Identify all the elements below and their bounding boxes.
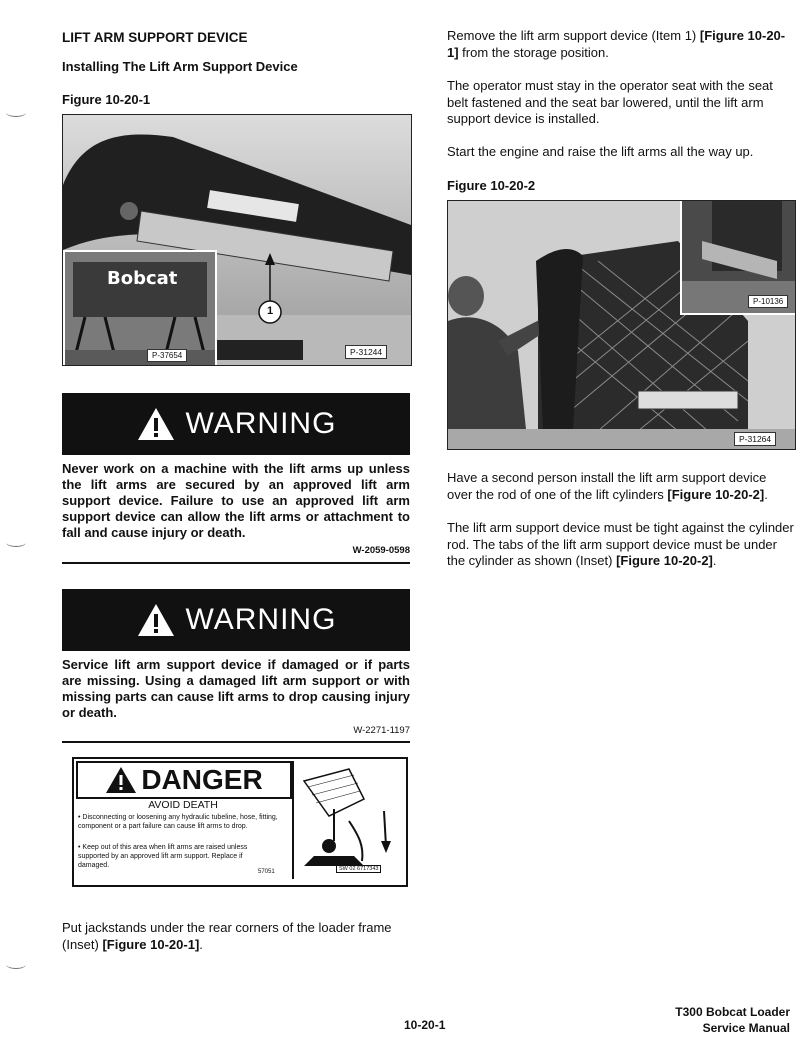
warning-2-text: Service lift arm support device if damaged or if parts are missing. Using a damaged lift arm support or with missing parts can cause lift arms to drop causing injury or death. <box>62 657 410 720</box>
warning-triangle-icon <box>136 602 176 638</box>
figure-ref: [Figure 10-20-2] <box>616 553 713 568</box>
subsection-title: Installing The Lift Arm Support Device <box>62 59 298 74</box>
danger-header <box>76 761 292 799</box>
second-person-text: Have a second person install the lift arm support device over the rod of one of the lift cylinders <box>447 470 767 502</box>
danger-code-right: SW 02 6717343 <box>336 865 381 873</box>
section-title: LIFT ARM SUPPORT DEVICE <box>62 30 248 45</box>
figure-ref: [Figure 10-20-2] <box>667 486 765 502</box>
loader-pictogram-icon <box>294 761 404 879</box>
manual-title-line-2: Service Manual <box>702 1021 790 1035</box>
danger-decal <box>72 757 408 887</box>
scan-mark <box>6 108 26 117</box>
callout-1: 1 <box>266 305 274 317</box>
bobcat-brand: Bobcat <box>107 268 178 289</box>
warning-1-text: Never work on a machine with the lift arms up unless the lift arms are secured by an approved lift arm support device. Failure to use an approved lift arm support device can allow the lift arms or attachment to fall and cause injury or death. <box>62 461 410 540</box>
avoid-death: AVOID DEATH <box>148 799 218 811</box>
remove-tail: from the storage position. <box>458 44 609 60</box>
tight-rod-tail: . <box>712 553 717 568</box>
figure-2-inset <box>680 201 796 315</box>
scan-mark <box>6 538 26 547</box>
danger-pictogram <box>292 761 404 879</box>
tight-rod-text: The lift arm support device must be tight against the cylinder rod. The tabs of the lift arm support device must be under the cylinder as shown (Inset) <box>447 520 794 568</box>
warning-1-code: W-2059-0598 <box>352 545 410 556</box>
second-person-tail: . <box>764 486 768 502</box>
inset-code: P-10136 <box>748 295 788 308</box>
warning-triangle-icon <box>136 406 176 442</box>
divider <box>62 741 410 743</box>
figure-ref: [Figure 10-20-1] <box>447 28 786 60</box>
operator-paragraph: The operator must stay in the operator seat with the seat belt fastened and the seat bar lowered, until the lift arm support device is installed. <box>447 78 773 126</box>
figure-ref: [Figure 10-20-1] <box>102 936 200 952</box>
scan-mark <box>6 960 26 969</box>
manual-title-line-1: T300 Bobcat Loader <box>675 1005 790 1019</box>
danger-bullet-2: • Keep out of this area when lift arms are raised unless supported by an approved lift arm support. Replace if damaged. <box>78 844 248 869</box>
warning-banner-1 <box>62 393 410 455</box>
figure-2-code: P-31264 <box>734 432 776 446</box>
warning-banner-2 <box>62 589 410 651</box>
danger-bullet-1: • Disconnecting or loosening any hydraulic tubeline, hose, fitting, component or a part failure can cause lift arms to drop. <box>78 814 278 830</box>
danger-code-left: 57051 <box>258 869 275 875</box>
tight-rod-paragraph <box>447 520 794 570</box>
page-number: 10-20-1 <box>404 1018 446 1032</box>
figure-2-label: Figure 10-20-2 <box>447 178 536 193</box>
jackstands-tail: . <box>199 936 203 952</box>
danger-label: DANGER <box>141 764 263 795</box>
figure-1-photo <box>62 114 412 366</box>
figure-1-inset <box>63 250 217 366</box>
warning-label: WARNING <box>185 407 337 440</box>
danger-triangle-icon <box>105 766 137 794</box>
inset-code: P-37654 <box>147 349 187 362</box>
remove-text: Remove the lift arm support device (Item 1) <box>447 28 700 43</box>
figure-2-photo <box>447 200 796 450</box>
warning-label: WARNING <box>185 603 337 636</box>
warning-2-code: W-2271-1197 <box>353 725 410 736</box>
start-engine-paragraph: Start the engine and raise the lift arms all the way up. <box>447 144 754 159</box>
figure-1-code: P-31244 <box>345 345 387 359</box>
jackstands-paragraph <box>62 920 414 953</box>
manual-title <box>675 1004 790 1036</box>
danger-bullet-2-text: Keep out of this area when lift arms are raised unless supported by an approved lift arm support. Replace if damaged. <box>78 844 248 869</box>
jackstands-text: Put jackstands under the rear corners of the loader frame (Inset) <box>62 920 392 952</box>
divider <box>62 562 410 564</box>
second-person-paragraph <box>447 470 794 503</box>
danger-bullet-1-text: Disconnecting or loosening any hydraulic tubeline, hose, fitting, component or a part failure can cause lift arms to drop. <box>78 814 278 830</box>
figure-1-label: Figure 10-20-1 <box>62 92 151 107</box>
remove-paragraph <box>447 28 794 61</box>
